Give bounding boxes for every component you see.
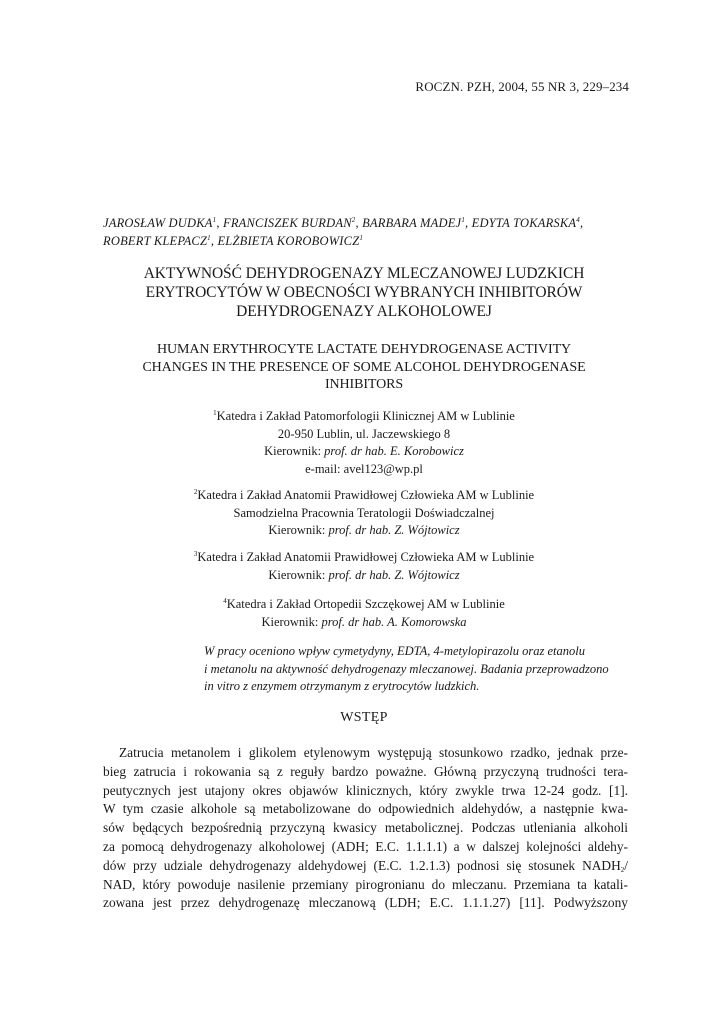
journal-reference: ROCZN. PZH, 2004, 55 NR 3, 229–234	[415, 79, 629, 94]
body-line: W tym czasie alkohole są metabolizowane do odpowiednich aldehydów, a następnie kwa-	[103, 801, 628, 817]
author-name: ROBERT KLEPACZ$^1$,	[103, 234, 218, 248]
body-line: Zatrucia metanolem i glikolem etylenowym występują stosunkowo rzadko, jednak prze-	[119, 745, 628, 760]
abstract-line: i metanolu na aktywność dehydrogenazy mleczanowej. Badania przeprowadzono	[204, 661, 609, 676]
affiliation-dept: $^3$Katedra i Zakład Anatomii Prawidłowej Człowieka AM w Lublinie	[193, 550, 535, 564]
title-line: ERYTROCYTÓW W OBECNOŚCI WYBRANYCH INHIBITORÓW	[145, 284, 583, 301]
author-name: EDYTA TOKARSKA$^4$,	[471, 216, 584, 230]
affiliation-1	[103, 408, 625, 478]
affiliation-2	[103, 487, 625, 540]
author-name: JAROSŁAW DUDKA$^1$,	[103, 216, 223, 230]
affiliation-dept: $^2$Katedra i Zakład Anatomii Prawidłowej Człowieka AM w Lublinie	[193, 488, 535, 502]
body-line: sów będących bezpośrednią przyczyną kwasicy metabolicznej. Podczas utleniania alkoholi	[103, 820, 628, 836]
title-polish	[103, 264, 625, 321]
author-name: ELŻBIETA KOROBOWICZ$^1$	[217, 234, 364, 248]
author-name: BARBARA MADEJ$^1$,	[362, 216, 472, 230]
subscript: 2	[620, 865, 625, 874]
affiliation-dept: $^4$Katedra i Zakład Ortopedii Szczękowej AM w Lublinie	[223, 597, 505, 611]
affiliation-head: Kierownik: prof. dr hab. Z. Wójtowicz	[268, 567, 460, 582]
body-paragraph	[103, 744, 628, 913]
title-line: HUMAN ERYTHROCYTE LACTATE DEHYDROGENASE ACTIVITY	[156, 342, 572, 357]
affiliation-unit: Samodzielna Pracownia Teratologii Doświadczalnej	[233, 505, 495, 520]
affiliation-head: Kierownik: prof. dr hab. A. Komorowska	[261, 614, 467, 629]
title-line: DEHYDROGENAZY ALKOHOLOWEJ	[236, 303, 492, 320]
affiliation-3	[103, 549, 625, 584]
title-line: CHANGES IN THE PRESENCE OF SOME ALCOHOL DEHYDROGENASE	[142, 359, 586, 375]
abstract	[204, 643, 628, 696]
author-name: FRANCISZEK BURDAN$^2$,	[222, 216, 363, 230]
body-line: bieg zatrucia i rokowania są z reguły bardzo poważne. Główną przyczyną trudności tera-	[103, 763, 628, 779]
body-line-text: dów przy udziale dehydrogenazy aldehydowej (E.C. 1.2.1.3) podnosi się stosunek NADH	[103, 857, 621, 873]
title-english	[103, 341, 625, 394]
affiliation-dept: $^1$Katedra i Zakład Patomorfologii Klinicznej AM w Lublinie	[213, 409, 515, 423]
abstract-line: W pracy oceniono wpływ cymetydyny, EDTA, 4-metylopirazolu oraz etanolu	[204, 644, 585, 658]
slash: /	[624, 857, 628, 873]
affiliation-email: e-mail: avel123@wp.pl	[305, 461, 423, 476]
author-list	[103, 214, 633, 250]
affiliation-head: Kierownik: prof. dr hab. Z. Wójtowicz	[268, 523, 460, 537]
body-line: zowana jest przez dehydrogenazę mleczanową (LDH; E.C. 1.1.1.27) [11]. Podwyższony	[103, 895, 628, 911]
body-line: za pomocą dehydrogenazy alkoholowej (ADH; E.C. 1.1.1.1) a w dalszej kolejności aldehy-	[103, 838, 628, 854]
body-line	[103, 857, 628, 876]
affiliation-4	[103, 596, 625, 631]
title-line: INHIBITORS	[324, 377, 404, 392]
body-line: NAD, który powoduje nasilenie przemiany pirogronianu do mleczanu. Przemiana ta katali-	[103, 876, 628, 892]
section-heading: WSTĘP	[340, 710, 388, 725]
body-line: peutycznych jest utajony okres objawów klinicznych, który zwykle trwa 12-24 godz. [1].	[103, 782, 628, 798]
affiliation-head: Kierownik: prof. dr hab. E. Korobowicz	[264, 444, 464, 458]
affiliation-address: 20-950 Lublin, ul. Jaczewskiego 8	[277, 426, 451, 441]
abstract-line: in vitro z enzymem otrzymanym z erytrocytów ludzkich.	[204, 679, 480, 693]
title-line: AKTYWNOŚĆ DEHYDROGENAZY MLECZANOWEJ LUDZKICH	[143, 265, 585, 282]
